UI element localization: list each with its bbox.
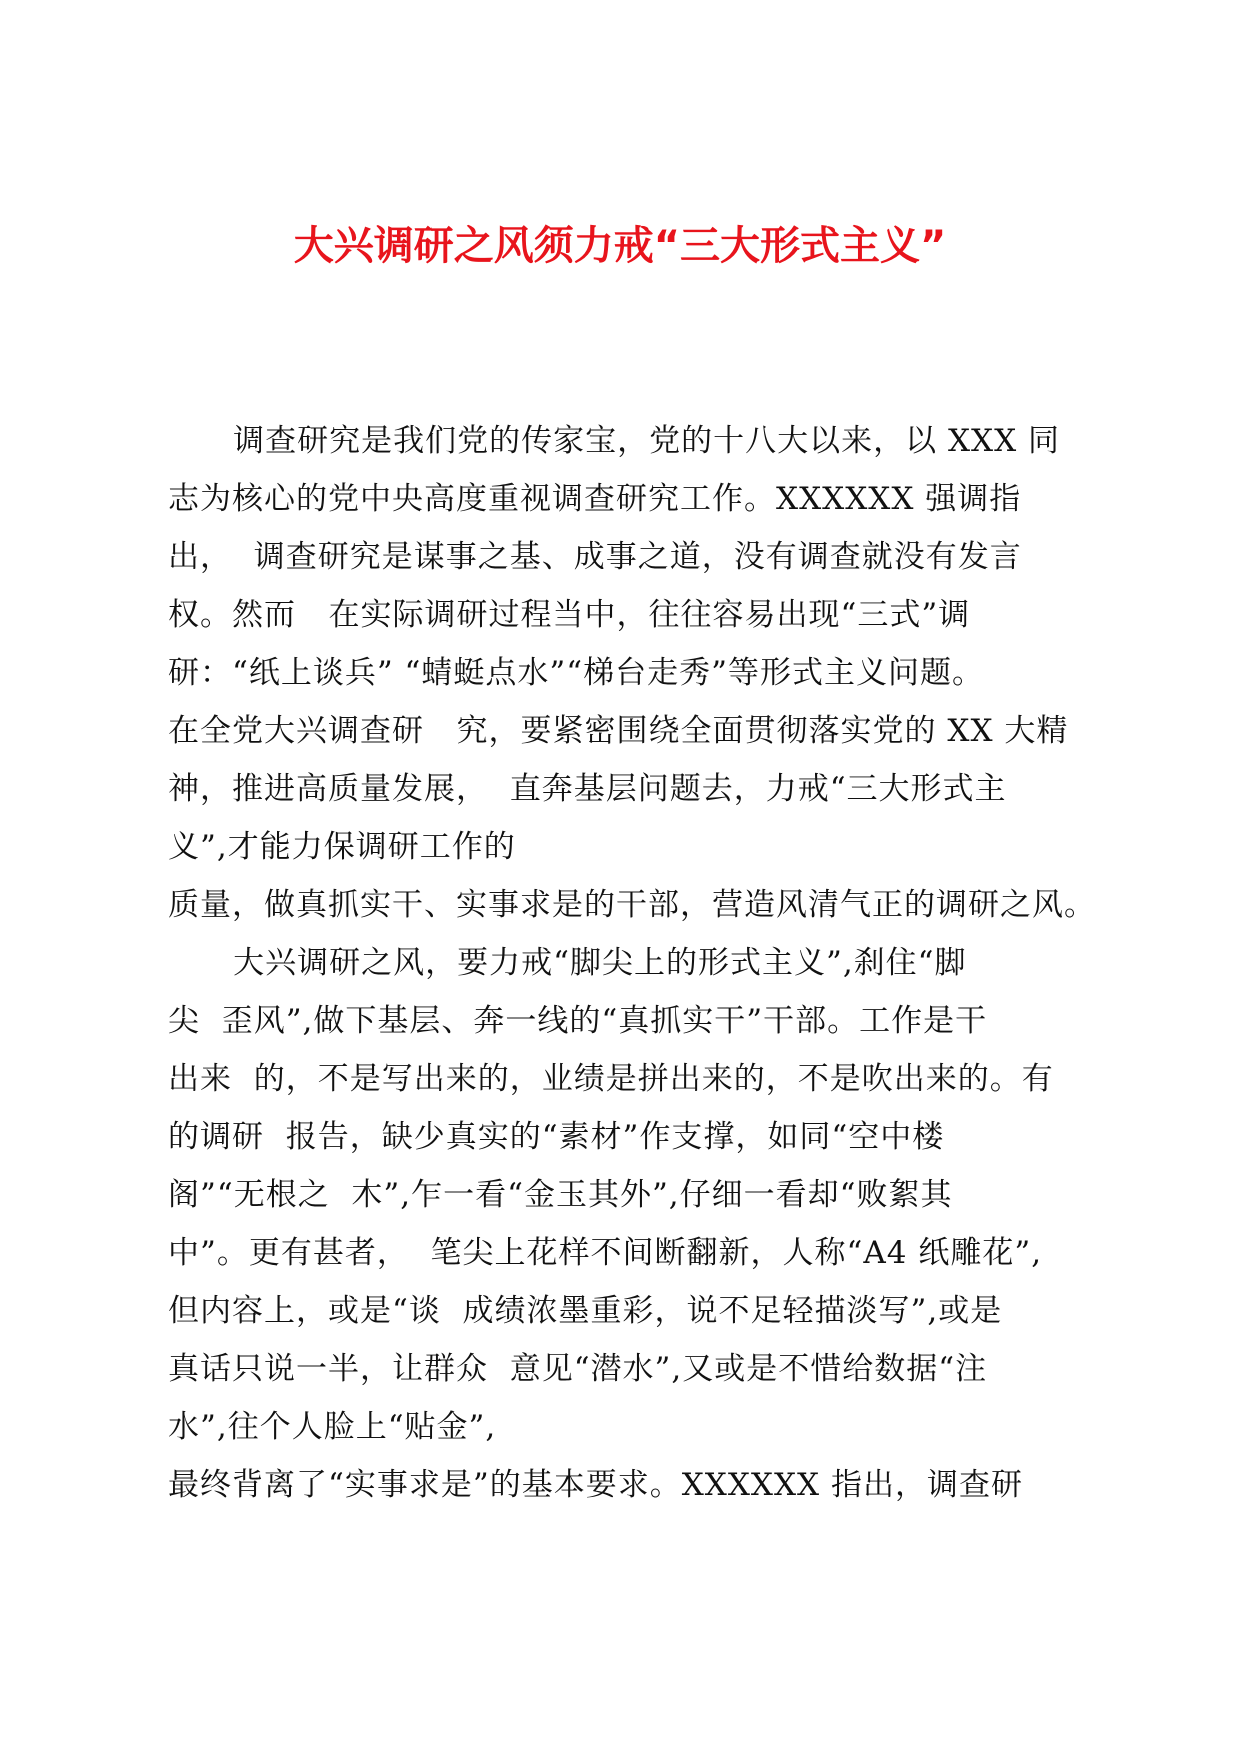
paragraph-1 (168, 412, 1098, 934)
paragraph-line: 的调研 报告，缺少真实的“素材”作支撑，如同“空中楼 (168, 1119, 945, 1155)
paragraph-line: 在全党大兴调查研 究，要紧密围绕全面贯彻落实党的 XX 大精 (168, 713, 1069, 749)
paragraph-line: 调查研究是我们党的传家宝，党的十八大以来，以 XXX 同 (168, 423, 1061, 459)
document-title: 大兴调研之风须力戒“三大形式主义” (293, 223, 947, 269)
paragraph-line: 尖 歪风”,做下基层、奔一线的“真抓实干”干部。工作是干 (168, 1003, 988, 1039)
paragraph-line: 研：“纸上谈兵” “蜻蜓点水”“梯台走秀”等形式主义问题。 (168, 655, 984, 691)
paragraph-line: 义”,才能力保调研工作的 (168, 829, 516, 865)
paragraph-line: 真话只说一半，让群众 意见“潜水”,又或是不惜给数据“注 (168, 1351, 988, 1387)
document-body (168, 412, 1098, 1514)
paragraph-line: 神，推进高质量发展， 直奔基层问题去，力戒“三大形式主 (168, 771, 1007, 807)
paragraph-line: 最终背离了“实事求是”的基本要求。XXXXXX 指出，调查研 (168, 1467, 1023, 1503)
paragraph-line: 权。然而 在实际调研过程当中，往往容易出现“三式”调 (168, 597, 971, 633)
paragraph-line: 但内容上，或是“谈 成绩浓墨重彩，说不足轻描淡写”,或是 (168, 1293, 1003, 1329)
paragraph-line: 志为核心的党中央高度重视调查研究工作。XXXXXX 强调指 (168, 481, 1022, 517)
paragraph-line: 中”。更有甚者， 笔尖上花样不间断翻新，人称“A4 纸雕花”, (168, 1235, 1043, 1271)
paragraph-line: 出， 调查研究是谋事之基、成事之道，没有调查就没有发言 (168, 539, 1022, 575)
paragraph-line: 阁”“无根之 木”,乍一看“金玉其外”,仔细一看却“败絮其 (168, 1177, 953, 1213)
paragraph-line: 水”,往个人脸上“贴金”, (168, 1409, 497, 1445)
paragraph-line: 大兴调研之风，要力戒“脚尖上的形式主义”,刹住“脚 (168, 945, 967, 981)
paragraph-2 (168, 934, 1098, 1514)
paragraph-line: 质量，做真抓实干、实事求是的干部，营造风清气正的调研之风。 (168, 887, 1096, 923)
paragraph-line: 出来 的，不是写出来的，业绩是拼出来的，不是吹出来的。有 (168, 1061, 1054, 1097)
